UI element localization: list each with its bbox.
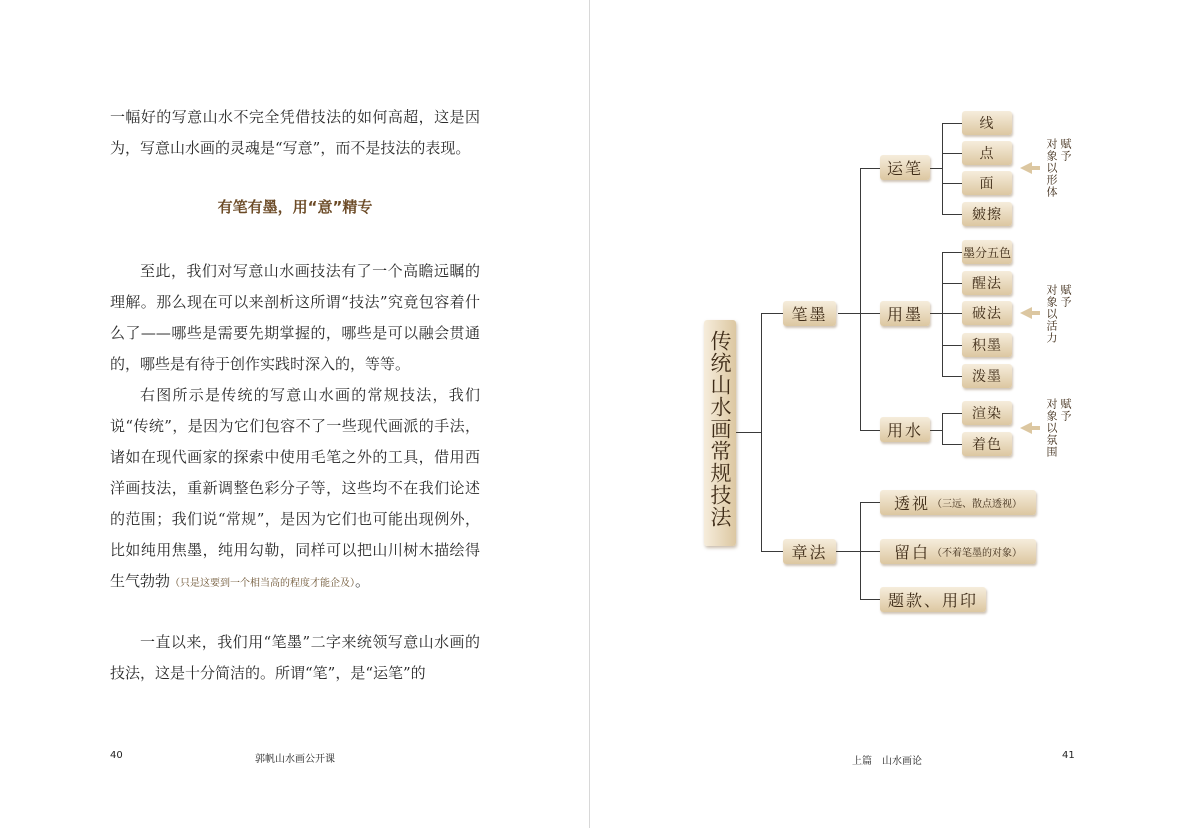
node-jimo: 积墨 [962,333,1012,357]
paragraph-1: 一幅好的写意山水不完全凭借技法的如何高超，这是因为，写意山水画的灵魂是“写意”，而不是技法的表现。 [110,108,480,157]
node-pofa: 破法 [962,301,1012,325]
connector [942,376,962,377]
node-toushi [880,490,1036,515]
node-pomo: 泼墨 [962,364,1012,388]
annotation-3-bottom: 对象以氛围 [1045,398,1058,458]
connector [860,168,861,430]
connector [930,430,942,431]
connector [860,599,880,600]
diagram-root-box [704,320,736,546]
node-yongshui: 用水 [880,417,930,442]
connector [942,413,943,444]
paragraph-3-text: 右图所示是传统的写意山水画的常规技法，我们说“传统”，是因为它们包容不了一些现代画派的手法，诸如在现代画家的探索中使用毛笔之外的工具，借用西洋画技法，重新调整色彩分子等，这些均不在我们论述的范围；我们说“常规”，是因为它们也可能出现例外，比如纯用焦墨，纯用勾勒，同样可以把山川树木描绘得生气勃勃 [110,386,480,590]
node-yongmo: 用墨 [880,301,930,326]
annotation-2-bottom: 对象以活力 [1045,284,1058,344]
right-page [590,0,1180,828]
connector [838,313,860,314]
diagram-root-label: 传统山水画常规技法 [708,330,732,528]
node-liubai [880,539,1036,564]
connector [860,313,880,314]
connector [942,313,962,314]
connector [860,551,880,552]
node-mian: 面 [962,171,1012,195]
running-title-left: 郭帆山水画公开课 [255,754,335,765]
page-number-left: 40 [110,750,123,761]
connector [942,444,962,445]
paragraph-4: 一直以来，我们用“笔墨”二字来统领写意山水画的技法，这是十分简洁的。所谓“笔”，是“运笔”的 [110,633,480,682]
arrow-left-icon [1020,307,1032,319]
connector [836,551,860,552]
connector [761,313,783,314]
section-heading: 有笔有墨，用“意”精专 [217,198,373,216]
connector [942,123,943,214]
node-xingfa: 醒法 [962,271,1012,295]
paragraph-3-note: （只是这要到一个相当高的程度才能企及） [170,578,356,589]
connector [942,123,962,124]
connector [942,252,962,253]
running-title-right: 上篇 山水画论 [852,756,922,767]
connector [942,252,943,376]
page-number-right: 41 [1062,750,1075,761]
arrow-left-icon [1020,422,1032,434]
connector [860,502,880,503]
node-toushi-label: 透视 [893,494,930,513]
connector [942,345,962,346]
annotation-2-top: 赋予 [1059,284,1072,308]
node-xian: 线 [962,111,1012,135]
connector [930,313,942,314]
node-liubai-note: （不着笔墨的对象） [932,548,1022,559]
connector [942,153,962,154]
connector [860,430,880,431]
node-zhangfa: 章法 [783,539,836,564]
node-mofenwuse: 墨分五色 [962,240,1012,264]
node-cunca: 皴擦 [962,202,1012,226]
node-zhuose: 着色 [962,432,1012,456]
node-toushi-note: （三远、散点透视） [932,499,1022,510]
connector [736,432,761,433]
connector [942,413,962,414]
node-xuanran: 渲染 [962,401,1012,425]
connector [761,313,762,551]
paragraph-2: 至此，我们对写意山水画技法有了一个高瞻远瞩的理解。那么现在可以来剖析这所谓“技法”究竟包容着什么了——哪些是需要先期掌握的，哪些是可以融会贯通的，哪些是有待于创作实践时深入的，等等。 [110,262,480,373]
node-dian: 点 [962,141,1012,165]
node-bimo: 笔墨 [783,301,836,326]
connector [930,168,942,169]
paragraph-3-end: 。 [355,572,371,590]
node-yunbi: 运笔 [880,155,930,180]
annotation-1-top: 赋予 [1059,138,1072,162]
connector [860,168,880,169]
annotation-3-top: 赋予 [1059,398,1072,422]
connector [942,214,962,215]
connector [942,183,962,184]
node-liubai-label: 留白 [893,543,930,562]
annotation-1-bottom: 对象以形体 [1045,138,1058,198]
arrow-left-icon [1020,162,1032,174]
node-tikuan: 题款、用印 [880,587,986,612]
connector [761,551,783,552]
paragraph-3 [110,380,480,599]
connector [942,283,962,284]
